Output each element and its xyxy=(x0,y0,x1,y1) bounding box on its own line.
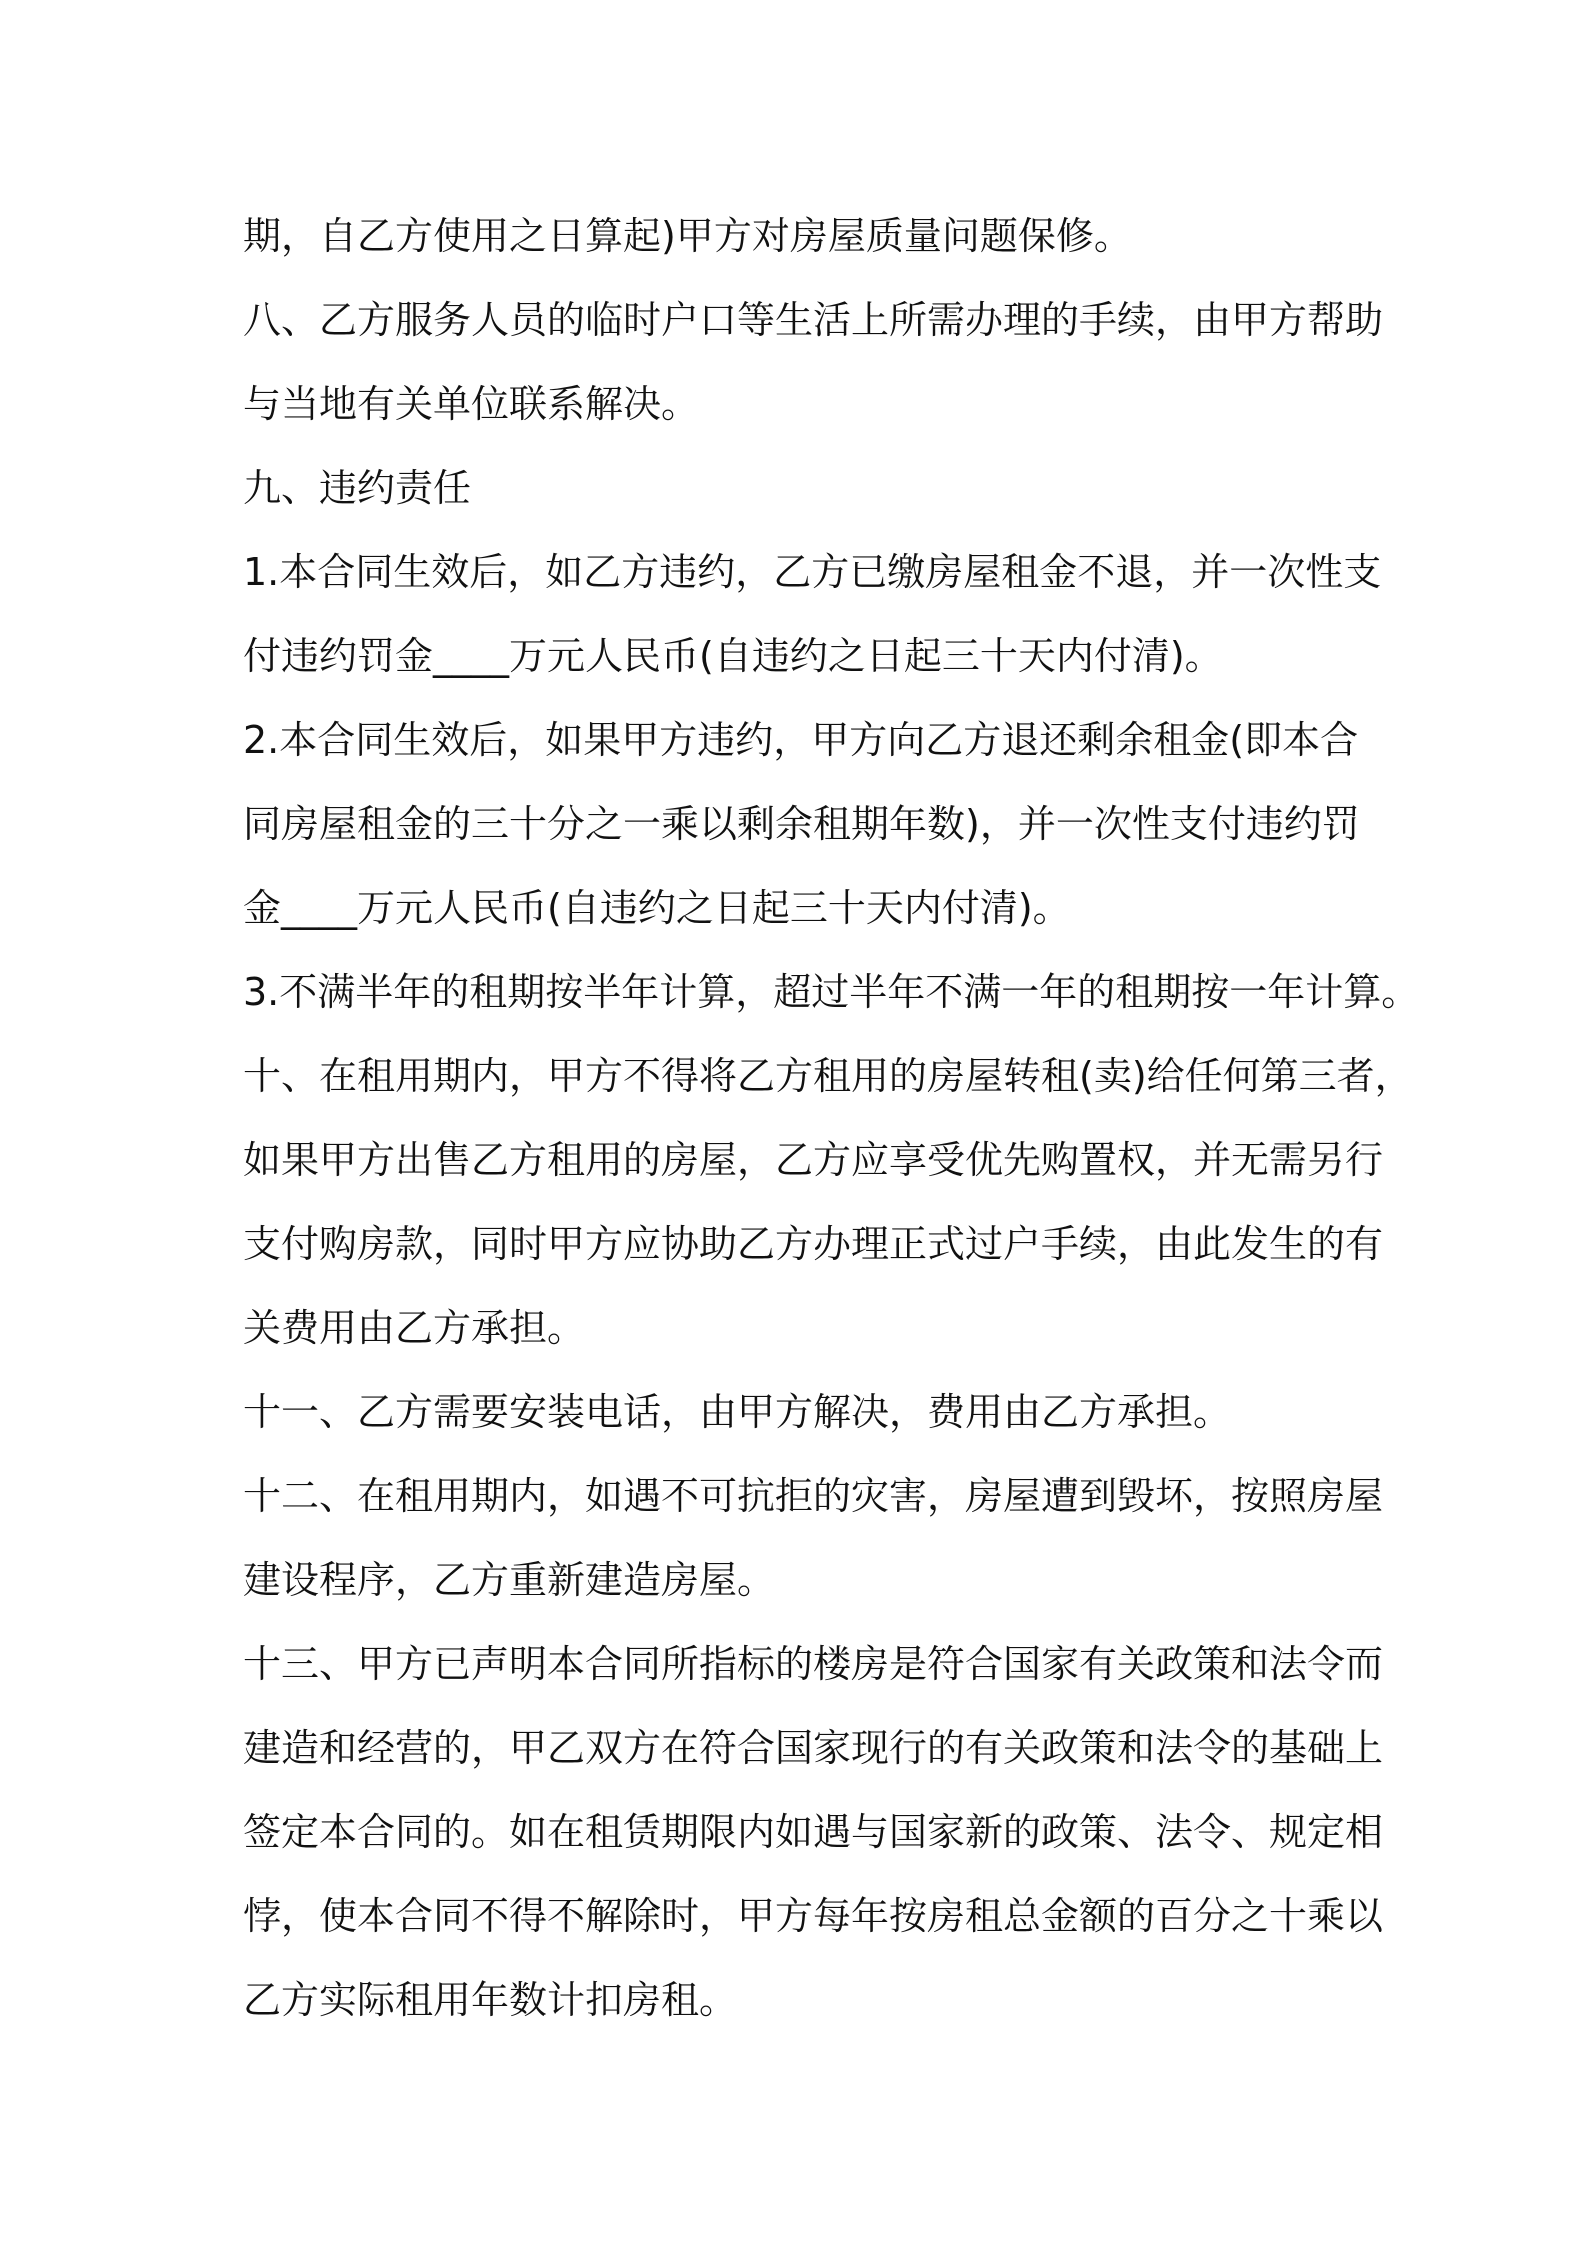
text-line: 签定本合同的。如在租赁期限内如遇与国家新的政策、法令、规定相 xyxy=(243,1810,1384,1854)
text-line: 乙方实际租用年数计扣房租。 xyxy=(243,1978,738,2022)
text-line: 十二、在租用期内，如遇不可抗拒的灾害，房屋遭到毁坏，按照房屋 xyxy=(243,1474,1384,1518)
text-line: 期，自乙方使用之日算起)甲方对房屋质量问题保修。 xyxy=(243,214,1132,258)
text-line: 与当地有关单位联系解决。 xyxy=(243,382,700,426)
text-line: 建造和经营的，甲乙双方在符合国家现行的有关政策和法令的基础上 xyxy=(243,1726,1384,1770)
text-line: 八、乙方服务人员的临时户口等生活上所需办理的手续，由甲方帮助 xyxy=(243,298,1384,342)
text-line: 十一、乙方需要安装电话，由甲方解决，费用由乙方承担。 xyxy=(243,1390,1232,1434)
contract-text-body xyxy=(243,194,1420,2042)
text-line: 3.不满半年的租期按半年计算，超过半年不满一年的租期按一年计算。 xyxy=(243,970,1420,1014)
text-line: 建设程序，乙方重新建造房屋。 xyxy=(243,1558,776,1602)
text-line: 十三、甲方已声明本合同所指标的楼房是符合国家有关政策和法令而 xyxy=(243,1642,1384,1686)
section-heading: 九、违约责任 xyxy=(243,466,472,510)
text-line: 支付购房款，同时甲方应协助乙方办理正式过户手续，由此发生的有 xyxy=(243,1222,1384,1266)
text-line: 悖，使本合同不得不解除时，甲方每年按房租总金额的百分之十乘以 xyxy=(243,1894,1384,1938)
text-line: 付违约罚金____万元人民币(自违约之日起三十天内付清)。 xyxy=(243,634,1223,678)
text-line: 十、在租用期内，甲方不得将乙方租用的房屋转租(卖)给任何第三者， xyxy=(243,1054,1413,1098)
text-line: 同房屋租金的三十分之一乘以剩余租期年数)，并一次性支付违约罚 xyxy=(243,802,1360,846)
text-line: 如果甲方出售乙方租用的房屋，乙方应享受优先购置权，并无需另行 xyxy=(243,1138,1384,1182)
text-line: 1.本合同生效后，如乙方违约，乙方已缴房屋租金不退，并一次性支 xyxy=(243,550,1382,594)
text-line: 2.本合同生效后，如果甲方违约，甲方向乙方退还剩余租金(即本合 xyxy=(243,718,1359,762)
text-line: 关费用由乙方承担。 xyxy=(243,1306,586,1350)
text-line: 金____万元人民币(自违约之日起三十天内付清)。 xyxy=(243,886,1071,930)
